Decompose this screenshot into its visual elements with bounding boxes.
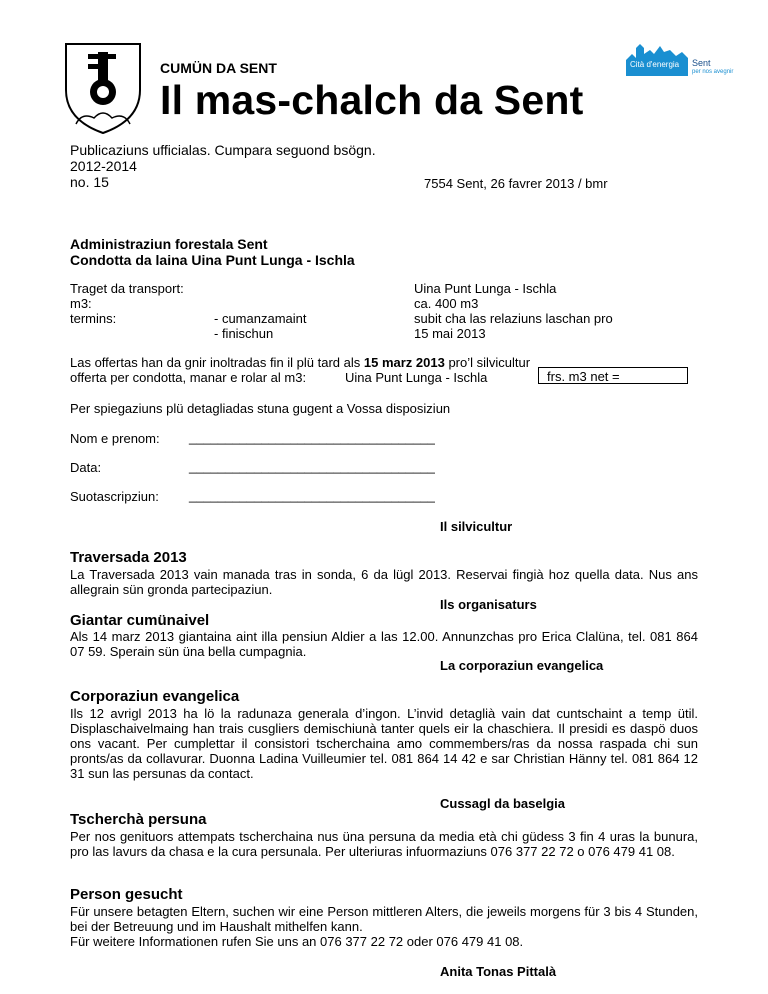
offer-text-pre: Las offertas han da gnir inoltradas fin il plü tard als <box>70 355 364 370</box>
logo-place: Sent <box>692 58 711 68</box>
offer-text-post: pro’l silvicultur <box>444 355 531 370</box>
coat-of-arms-key-icon <box>62 40 144 136</box>
traversada-title: Traversada 2013 <box>70 549 187 566</box>
gesucht-contact: Für weitere Informationen rufen Sie uns an 076 377 22 72 oder 076 479 41 08. <box>70 934 524 949</box>
tschercha-title: Tscherchà persuna <box>70 811 207 828</box>
traversada-signature: Ils organisaturs <box>440 597 537 612</box>
issue-number: no. 15 <box>70 174 109 190</box>
forest-heading: Administraziun forestala Sent <box>70 236 268 252</box>
gesucht-title: Person gesucht <box>70 886 183 903</box>
municipality-name: CUMÜN DA SENT <box>160 60 277 76</box>
energy-city-skyline-icon <box>624 40 690 76</box>
offer-route: Uina Punt Lunga - Ischla <box>345 370 488 385</box>
field-date-line: __________________________________ <box>189 459 435 474</box>
label-transport: Traget da transport: <box>70 281 184 296</box>
giantar-signature: La corporaziun evangelica <box>440 658 604 673</box>
price-box-label: frs. m3 net = <box>547 369 620 384</box>
logo-slogan: per nos avegnir <box>692 69 734 75</box>
corporaziun-signature: Cussagl da baselgia <box>440 796 565 811</box>
publication-note: Publicaziuns ufficialas. Cumpara seguond bsögn. <box>70 142 376 158</box>
price-box <box>538 367 688 384</box>
energy-city-logo <box>624 40 734 78</box>
corporaziun-title: Corporaziun evangelica <box>70 688 240 705</box>
tschercha-body: Per nos genituors attempats tscherchaina nus üna persuna da media età chi güdess 3 fin 4 uras la bunura, pro las lavurs da chasa e la cura persunala. Per ulteriuras infuormaziuns 076 377 22 72 o 076 479 41 08. <box>70 829 698 859</box>
label-end: - finischun <box>214 326 274 341</box>
giantar-body: Als 14 marz 2013 giantaina aint illa pensiun Aldier a las 12.00. Annunzchas pro Erica Clalüna, tel. 081 864 07 59. Sperain sün üna bella cumpagnia. <box>70 629 698 659</box>
gesucht-body: Für unsere betagten Eltern, suchen wir eine Person mittleren Alters, die jeweils morgens für 3 bis 4 Stunden, bei der Betreuung und im Haushalt mithelfen kann. <box>70 904 698 934</box>
forest-subheading: Condotta da laina Uina Punt Lunga - Ischla <box>70 252 355 268</box>
value-start: subit cha las relaziuns laschan pro <box>414 311 613 326</box>
place-date: 7554 Sent, 26 favrer 2013 / bmr <box>424 176 608 191</box>
label-termins: termins: <box>70 311 117 326</box>
traversada-body: La Traversada 2013 vain manada tras in sonda, 6 da lügl 2013. Reservai fingià hoz quella data. Nus ans allegrain sün gronda partecipaziun. <box>70 567 698 597</box>
offer-date: 15 marz 2013 <box>363 355 445 370</box>
value-m3: ca. 400 m3 <box>414 296 479 311</box>
field-name-label: Nom e prenom: <box>70 431 160 446</box>
page-title: Il mas-chalch da Sent <box>160 77 584 123</box>
value-transport: Uina Punt Lunga - Ischla <box>414 281 557 296</box>
field-date-label: Data: <box>70 460 102 475</box>
forest-signature: Il silvicultur <box>440 519 513 534</box>
corporaziun-body: Ils 12 avrigl 2013 ha lö la radunaza generala d’ingon. L’invid detaglià vain dat cuntschaint a temp ütil. Displaschaivelmaing han trais cusgliers demischiunà tanter quels eir la chaschiera. Il presidi es daspö duos ons vacant. Per cumplettar il consistori tscherchaina amo commembers/ras da nossa raspada chi sun pronts/as da collavurar. Duonna Ladina Vuilleumier tel. 081 864 14 42 e sar Christian Hänny tel. 081 864 12 31 sun las persunas da contact. <box>70 706 698 781</box>
field-signature-label: Suotascripziun: <box>70 489 159 504</box>
offer-per-m3: offerta per condotta, manar e rolar al m3: <box>70 370 307 385</box>
label-m3: m3: <box>70 296 92 311</box>
offer-deadline <box>70 355 530 370</box>
label-start: - cumanzamaint <box>214 311 307 326</box>
field-signature-line: __________________________________ <box>189 488 435 503</box>
explanation-note: Per spiegaziuns plü detagliadas stuna gugent a Vossa disposiziun <box>70 401 451 416</box>
logo-label: Cità d'energia <box>630 60 680 69</box>
publication-years: 2012-2014 <box>70 158 137 174</box>
field-name-line: __________________________________ <box>189 430 435 445</box>
giantar-title: Giantar cumünaivel <box>70 612 210 629</box>
value-end: 15 mai 2013 <box>414 326 486 341</box>
gesucht-signature: Anita Tonas Pittalà <box>440 964 557 979</box>
